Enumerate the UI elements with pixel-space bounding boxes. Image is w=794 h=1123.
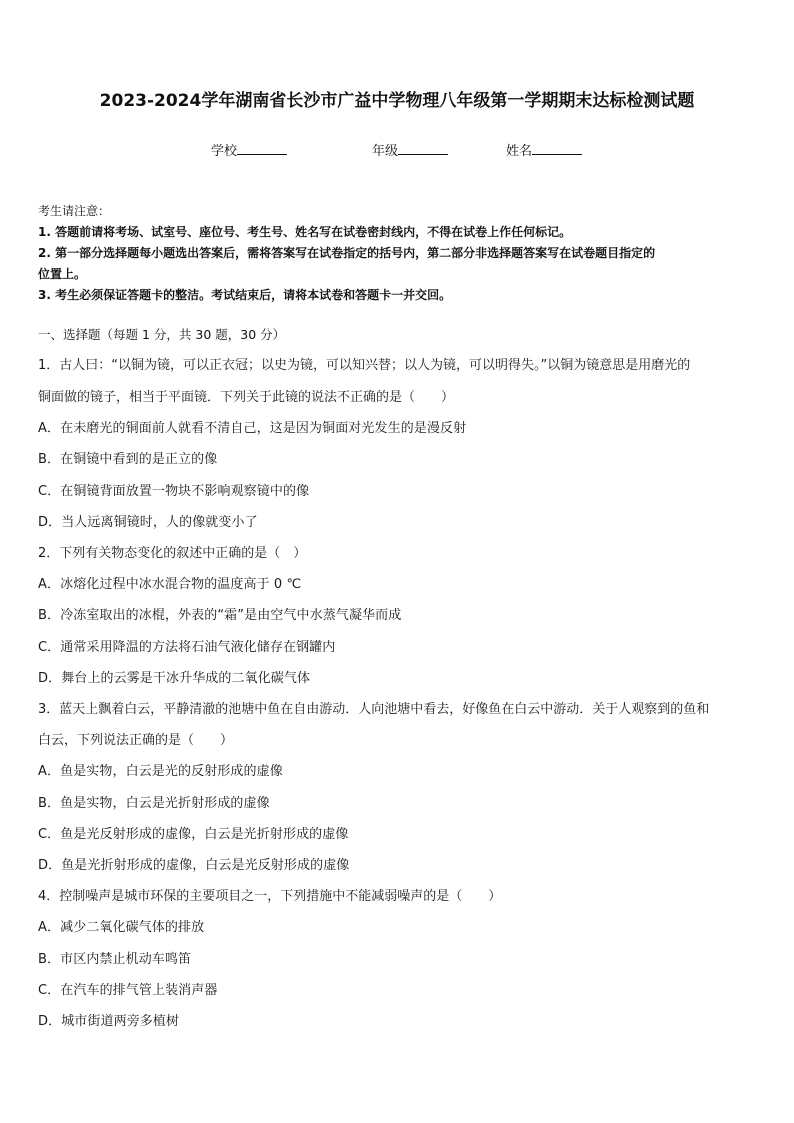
school-blank	[237, 142, 287, 155]
notice-item: 2. 第一部分选择题每小题选出答案后，需将答案写在试卷指定的括号内，第二部分非选择题答案写在试卷题目指定的	[38, 246, 656, 260]
question-3-option-a: A．鱼是实物，白云是光的反射形成的虚像	[38, 764, 283, 779]
question-1-option-c: C．在铜镜背面放置一物块不影响观察镜中的像	[38, 484, 310, 499]
question-2-option-d: D．舞台上的云雾是干冰升华成的二氧化碳气体	[38, 671, 311, 686]
question-1-option-d: D．当人远离铜镜时，人的像就变小了	[38, 515, 258, 530]
question-3-stem: 3．蓝天上飘着白云，平静清澈的池塘中鱼在自由游动．人向池塘中看去，好像鱼在白云中游动．关于人观察到的鱼和	[38, 702, 710, 717]
question-1-stem-cont: 铜面做的镜子，相当于平面镜．下列关于此镜的说法不正确的是（ ）	[38, 390, 455, 405]
question-2-option-b: B．冷冻室取出的冰棍，外表的“霜”是由空气中水蒸气凝华而成	[38, 608, 402, 623]
question-3-option-c: C．鱼是光反射形成的虚像，白云是光折射形成的虚像	[38, 827, 349, 842]
question-2-option-a: A．冰熔化过程中冰水混合物的温度高于 0 ℃	[38, 577, 302, 592]
question-2-stem: 2．下列有关物态变化的叙述中正确的是（ ）	[38, 546, 307, 561]
name-blank	[532, 142, 582, 155]
school-field	[211, 140, 287, 159]
question-3-option-d: D．鱼是光折射形成的虚像，白云是光反射形成的虚像	[38, 858, 350, 873]
grade-label: 年级	[372, 144, 399, 159]
question-4-stem: 4．控制噪声是城市环保的主要项目之一，下列措施中不能减弱噪声的是（ ）	[38, 889, 502, 904]
question-3-stem-cont: 白云，下列说法正确的是（ ）	[38, 733, 234, 748]
notice-block	[38, 201, 758, 306]
question-3-option-b: B．鱼是实物，白云是光折射形成的虚像	[38, 796, 270, 811]
name-label: 姓名	[506, 144, 533, 159]
question-4-option-c: C．在汽车的排气管上装消声器	[38, 983, 218, 998]
question-1-stem: 1．古人曰：“以铜为镜，可以正衣冠；以史为镜，可以知兴替；以人为镜，可以明得失。”以铜为镜意思是用磨光的	[38, 358, 691, 373]
notice-heading: 考生请注意：	[38, 204, 111, 218]
name-field	[506, 140, 582, 159]
notice-item: 3. 考生必须保证答题卡的整洁。考试结束后，请将本试卷和答题卡一并交回。	[38, 288, 452, 302]
notice-item: 1. 答题前请将考场、试室号、座位号、考生号、姓名写在试卷密封线内，不得在试卷上作任何标记。	[38, 225, 572, 239]
section-heading: 一、选择题（每题 1 分，共 30 题，30 分）	[38, 327, 286, 342]
question-4-option-a: A．减少二氧化碳气体的排放	[38, 920, 205, 935]
question-1-option-a: A．在未磨光的铜面前人就看不清自己，这是因为铜面对光发生的是漫反射	[38, 421, 467, 436]
grade-field	[372, 140, 448, 159]
notice-item: 位置上。	[38, 267, 87, 281]
school-label: 学校	[211, 144, 238, 159]
question-4-option-d: D．城市街道两旁多植树	[38, 1014, 180, 1029]
question-1-option-b: B．在铜镜中看到的是正立的像	[38, 452, 218, 467]
grade-blank	[398, 142, 448, 155]
question-4-option-b: B．市区内禁止机动车鸣笛	[38, 952, 192, 967]
question-2-option-c: C．通常采用降温的方法将石油气液化储存在钢罐内	[38, 640, 336, 655]
exam-title: 2023-2024学年湖南省长沙市广益中学物理八年级第一学期期末达标检测试题	[99, 91, 695, 111]
